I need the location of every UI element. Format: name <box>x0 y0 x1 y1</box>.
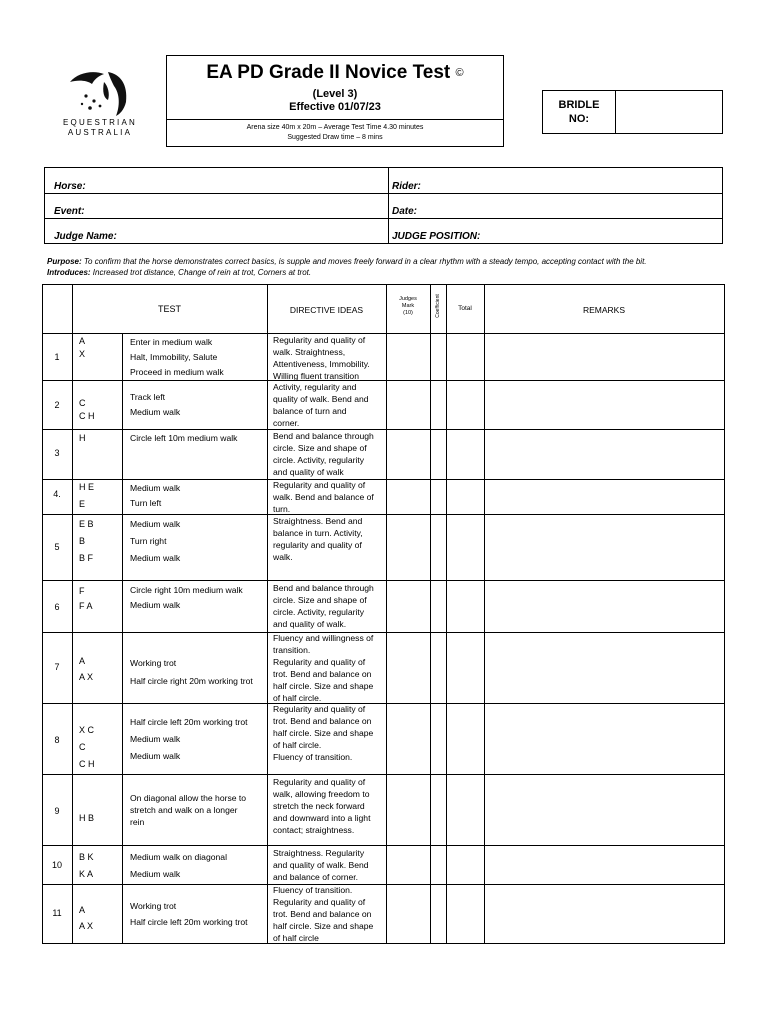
header-total: Total <box>458 305 472 312</box>
test-level: (Level 3) <box>312 88 358 100</box>
directive-idea-text: circle. Activity, regularity <box>273 607 365 617</box>
letters-cell <box>79 335 127 361</box>
directive-cell <box>273 381 383 429</box>
directive-idea-text: corner. <box>273 418 300 428</box>
test-title: EA PD Grade II Novice Test © <box>206 62 464 83</box>
directive-cell <box>273 703 383 763</box>
movement-number: 3 <box>54 448 60 458</box>
movement-text: Medium walk on diagonal <box>130 852 227 862</box>
copyright-symbol: © <box>455 66 464 79</box>
arena-letters: C <box>79 742 86 752</box>
directive-idea-text: Fluency of transition. <box>273 752 353 762</box>
judge-name-label: Judge Name: <box>54 231 117 242</box>
movement-number: 11 <box>52 908 62 918</box>
directive-cell <box>273 632 383 704</box>
directive-idea-text: regularity and quality of <box>273 540 362 550</box>
letters-cell <box>79 516 127 567</box>
logo-text-line2: AUSTRALIA <box>67 128 133 137</box>
date-label: Date: <box>392 206 418 217</box>
introduces-line: Introduces: Increased trot distance, Change of rein at trot, Corners at trot. <box>47 268 312 277</box>
equestrian-australia-logo <box>50 68 150 144</box>
directive-idea-text: balance of turn and <box>273 406 347 416</box>
movement-number: 10 <box>51 860 62 870</box>
movement-number: 9 <box>54 806 60 816</box>
directive-idea-text: Straightness. Regularity <box>273 848 365 858</box>
movement-text: Proceed in medium walk <box>130 367 224 377</box>
movement-text: Medium walk <box>130 553 181 563</box>
directive-idea-text: Activity, regularity and <box>273 382 357 392</box>
directive-idea-text: Regularity and quality of <box>273 777 366 787</box>
directive-idea-text: Bend and balance through <box>273 583 374 593</box>
movement-cell <box>130 849 266 883</box>
directive-idea-text: walk. Bend and balance of <box>273 492 374 502</box>
directive-idea-text: Fluency and willingness of <box>273 633 374 643</box>
arena-letters: H <box>79 433 86 443</box>
directive-cell <box>273 515 383 563</box>
directive-idea-text: half circle. Size and shape <box>273 681 374 691</box>
movement-cell <box>130 583 266 613</box>
arena-letters: F <box>79 586 85 596</box>
movement-text: rein <box>130 817 145 827</box>
movement-cell <box>130 516 266 567</box>
directive-idea-text: Fluency of transition. <box>273 885 353 895</box>
logo-text-line1: EQUESTRIAN <box>62 118 137 127</box>
horse-head-logo-icon <box>64 68 136 118</box>
movement-text: Enter in medium walk <box>130 337 213 347</box>
directive-idea-text: and quality of walk <box>273 467 344 477</box>
directive-idea-text: circle. Size and shape of <box>273 443 367 453</box>
letters-cell <box>79 653 127 685</box>
judge-position-label: JUDGE POSITION: <box>392 231 481 242</box>
competitor-info-box <box>44 167 723 244</box>
directive-idea-text: Regularity and quality of <box>273 657 366 667</box>
directive-cell <box>273 776 383 836</box>
directive-cell <box>273 430 383 478</box>
header-directive-ideas: DIRECTIVE IDEAS <box>289 305 364 315</box>
directive-cell <box>273 334 383 382</box>
arena-letters: C H <box>79 759 95 769</box>
draw-time: Suggested Draw time – 8 mins <box>287 134 383 141</box>
movement-cell <box>130 431 266 446</box>
movement-number: 1 <box>54 352 60 362</box>
arena-letters: K A <box>79 869 94 879</box>
directive-cell <box>273 582 383 630</box>
arena-letters: B <box>79 536 86 546</box>
movement-text: Medium walk <box>130 407 181 417</box>
movement-number: 4. <box>53 489 61 499</box>
movement-text: Circle left 10m medium walk <box>130 433 238 443</box>
arena-letters: H E <box>79 482 95 492</box>
movement-number: 2 <box>54 400 60 410</box>
movement-text: Half circle left 20m working trot <box>130 717 248 727</box>
directive-idea-text: half circle. Size and shape <box>273 921 374 931</box>
arena-letters: X C <box>79 725 95 735</box>
test-movements-table <box>42 284 724 944</box>
table-cell-text: (10) <box>403 310 413 316</box>
letters-cell <box>79 481 127 511</box>
movement-text: Track left <box>130 392 166 402</box>
directive-cell <box>273 479 383 515</box>
movement-number: 6 <box>54 602 60 612</box>
movement-text: Working trot <box>130 658 177 668</box>
directive-idea-text: trot. Bend and balance on <box>273 716 372 726</box>
directive-idea-text: trot. Bend and balance on <box>273 669 372 679</box>
arena-letters: C H <box>79 411 95 421</box>
letters-cell <box>79 722 127 773</box>
directive-idea-text: of half circle. <box>273 693 322 703</box>
movement-cell <box>130 481 266 511</box>
arena-letters: C <box>79 398 86 408</box>
arena-letters: B F <box>79 553 94 563</box>
movement-cell <box>130 335 266 380</box>
directive-idea-text: Attentiveness, Immobility. <box>273 359 370 369</box>
directive-idea-text: trot. Bend and balance on <box>273 909 372 919</box>
movement-text: Medium walk <box>130 483 181 493</box>
arena-letters: E <box>79 499 86 509</box>
movement-text: Turn left <box>130 498 162 508</box>
directive-idea-text: walk, allowing freedom to <box>273 789 370 799</box>
directive-idea-text: walk. <box>273 552 293 562</box>
movement-cell <box>130 714 266 765</box>
arena-letters: E B <box>79 519 94 529</box>
test-title-box <box>166 55 504 147</box>
movement-number: 7 <box>54 662 60 672</box>
movement-text: Half circle left 20m working trot <box>130 917 248 927</box>
effective-date: Effective 01/07/23 <box>289 101 381 113</box>
arena-letters: A <box>79 656 86 666</box>
directive-idea-text: half circle. Size and shape <box>273 728 374 738</box>
movement-text: Circle right 10m medium walk <box>130 585 243 595</box>
directive-idea-text: of half circle <box>273 933 319 943</box>
arena-letters: A <box>79 336 86 346</box>
directive-idea-text: Regularity and quality of <box>273 704 366 714</box>
directive-idea-text: balance in turn. Activity, <box>273 528 363 538</box>
movement-text: Working trot <box>130 901 177 911</box>
directive-idea-text: and quality of walk. <box>273 619 347 629</box>
movement-text: Half circle right 20m working trot <box>130 676 253 686</box>
directive-idea-text: circle. Size and shape of <box>273 595 367 605</box>
letters-cell <box>79 432 127 445</box>
arena-letters: F A <box>79 601 93 611</box>
directive-idea-text: Bend and balance through <box>273 431 374 441</box>
movement-text: Medium walk <box>130 869 181 879</box>
directive-idea-text: quality of walk. Bend and <box>273 394 369 404</box>
horse-label: Horse: <box>54 181 86 192</box>
arena-size: Arena size 40m x 20m – Average Test Time 4.30 minutes <box>246 124 424 131</box>
movement-cell <box>130 898 266 930</box>
letters-cell <box>79 812 127 825</box>
directive-idea-text: Regularity and quality of <box>273 335 366 345</box>
directive-idea-text: of half circle. <box>273 740 322 750</box>
movement-text: Turn right <box>130 536 167 546</box>
movement-cell <box>130 390 266 420</box>
table-cell-text: Judges <box>399 296 417 302</box>
arena-letters: A X <box>79 921 94 931</box>
table-cell-text: Mark <box>401 303 415 309</box>
directive-idea-text: transition. <box>273 645 311 655</box>
movement-text: stretch and walk on a longer <box>130 805 238 815</box>
directive-idea-text: Regularity and quality of <box>273 480 366 490</box>
directive-idea-text: stretch the neck forward <box>273 801 365 811</box>
directive-cell <box>273 884 383 944</box>
event-label: Event: <box>54 206 85 217</box>
movement-text: Medium walk <box>130 734 181 744</box>
purpose-line: Purpose: To confirm that the horse demonstrates correct basics, is supple and moves freely forward in a clear rhythm with a steady tempo, accepting contact with the bit. <box>47 257 647 266</box>
directive-idea-text: Willing fluent transition <box>273 371 359 381</box>
directive-idea-text: and quality of walk. Bend <box>273 860 369 870</box>
arena-letters: A <box>79 905 86 915</box>
movement-text: Medium walk <box>130 751 181 761</box>
movement-cell <box>130 792 266 828</box>
directive-idea-text: and downward into a light <box>273 813 371 823</box>
rider-label: Rider: <box>392 181 421 192</box>
letters-cell <box>79 902 127 934</box>
header-test: TEST <box>157 304 181 314</box>
movement-number: 5 <box>54 542 60 552</box>
arena-letters: X <box>79 349 86 359</box>
bridle-number-box <box>542 90 723 134</box>
movement-text: Halt, Immobility, Salute <box>130 352 218 362</box>
letters-cell <box>79 397 127 423</box>
directive-idea-text: Straightness. Bend and <box>273 516 363 526</box>
bridle-number-field[interactable] <box>616 91 722 133</box>
directive-idea-text: contact; straightness. <box>273 825 355 835</box>
directive-idea-text: turn. <box>273 504 291 514</box>
movement-text: Medium walk <box>130 519 181 529</box>
arena-letters: H B <box>79 813 95 823</box>
header-remarks: REMARKS <box>582 305 626 315</box>
directive-idea-text: Regularity and quality of <box>273 897 366 907</box>
movement-cell <box>130 654 266 690</box>
letters-cell <box>79 584 127 614</box>
header-coefficient: Coefficient <box>435 294 441 318</box>
directive-idea-text: and balance of corner. <box>273 872 359 882</box>
letters-cell <box>79 849 127 883</box>
directive-idea-text: circle. Activity, regularity <box>273 455 365 465</box>
header-judges-mark <box>386 296 430 317</box>
movement-number: 8 <box>54 735 60 745</box>
arena-letters: A X <box>79 672 94 682</box>
arena-letters: B K <box>79 852 94 862</box>
directive-idea-text: walk. Straightness, <box>273 347 346 357</box>
movement-text: Medium walk <box>130 600 181 610</box>
directive-cell <box>273 847 383 883</box>
movement-text: On diagonal allow the horse to <box>130 793 247 803</box>
bridle-label: BRIDLE NO: <box>543 91 616 133</box>
